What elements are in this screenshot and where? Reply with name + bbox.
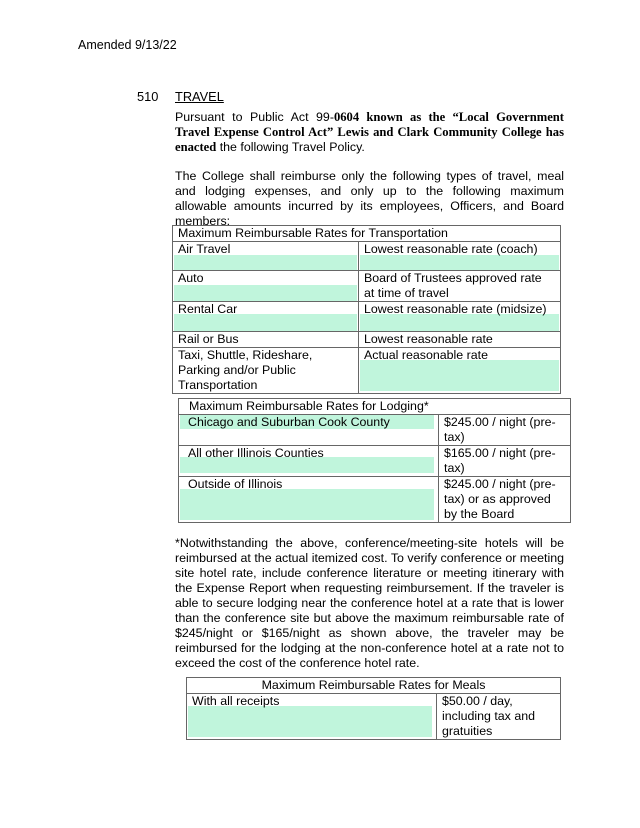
table-row bbox=[173, 348, 561, 394]
meals-condition: With all receipts bbox=[187, 694, 437, 740]
transport-rate: Board of Trustees approved rate at time of travel bbox=[359, 271, 561, 302]
lodging-table bbox=[178, 398, 571, 523]
table-row bbox=[173, 271, 561, 302]
transport-type: Taxi, Shuttle, Rideshare, Parking and/or Public Transportation bbox=[173, 348, 359, 394]
intro-suffix: the following Travel Policy. bbox=[216, 140, 365, 154]
transport-type: Air Travel bbox=[173, 242, 359, 271]
transportation-table-title: Maximum Reimbursable Rates for Transportation bbox=[173, 226, 561, 242]
transport-type: Auto bbox=[173, 271, 359, 302]
lodging-location: Chicago and Suburban Cook County bbox=[179, 415, 439, 446]
table-row bbox=[187, 694, 561, 740]
intro-paragraph bbox=[175, 110, 564, 155]
transport-rate: Actual reasonable rate bbox=[359, 348, 561, 394]
lodging-rate: $165.00 / night (pre-tax) bbox=[439, 446, 571, 477]
lodging-rate: $245.00 / night (pre-tax) bbox=[439, 415, 571, 446]
scope-paragraph: The College shall reimburse only the following types of travel, meal and lodging expenses, and only up to the following maximum allowable amounts incurred by its employees, Officers, and Board members: bbox=[175, 169, 564, 228]
table-row bbox=[179, 446, 571, 477]
transport-type: Rental Car bbox=[173, 302, 359, 332]
table-row bbox=[173, 332, 561, 348]
transport-rate: Lowest reasonable rate (midsize) bbox=[359, 302, 561, 332]
intro-prefix: Pursuant to Public Act 99- bbox=[175, 110, 334, 124]
meals-rate: $50.00 / day, including tax and gratuities bbox=[437, 694, 561, 740]
table-row bbox=[179, 477, 571, 523]
lodging-location: All other Illinois Counties bbox=[179, 446, 439, 477]
transport-rate: Lowest reasonable rate (coach) bbox=[359, 242, 561, 271]
table-row bbox=[173, 242, 561, 271]
lodging-rate: $245.00 / night (pre-tax) or as approved by the Board bbox=[439, 477, 571, 523]
intro-bold-text: 0604 known as the “Local Government Travel Expense Control Act” Lewis and Clark Community College has enacted bbox=[175, 110, 564, 154]
table-row bbox=[179, 415, 571, 446]
transportation-table bbox=[172, 225, 561, 394]
conference-note: *Notwithstanding the above, conference/meeting-site hotels will be reimbursed at the actual itemized cost. To verify conference or meeting site hotel rate, include conference literature or meeting itinerary with the Expense Report when requesting reimbursement. If the traveler is able to secure lodging near the conference hotel at a rate that is lower than the conference site but above the maximum reimbursable rate of $245/night or $165/night as shown above, the traveler may be reimbursed for the lodging at the non-conference hotel at a rate not to exceed the cost of the conference hotel rate. bbox=[175, 536, 564, 670]
meals-table-title: Maximum Reimbursable Rates for Meals bbox=[187, 678, 561, 694]
section-title: TRAVEL bbox=[175, 89, 224, 104]
table-row bbox=[173, 302, 561, 332]
section-number: 510 bbox=[137, 89, 159, 104]
transport-type: Rail or Bus bbox=[173, 332, 359, 348]
transport-rate: Lowest reasonable rate bbox=[359, 332, 561, 348]
amended-date: Amended 9/13/22 bbox=[78, 38, 177, 52]
lodging-location: Outside of Illinois bbox=[179, 477, 439, 523]
meals-table bbox=[186, 677, 561, 740]
lodging-table-title: Maximum Reimbursable Rates for Lodging* bbox=[179, 399, 571, 415]
